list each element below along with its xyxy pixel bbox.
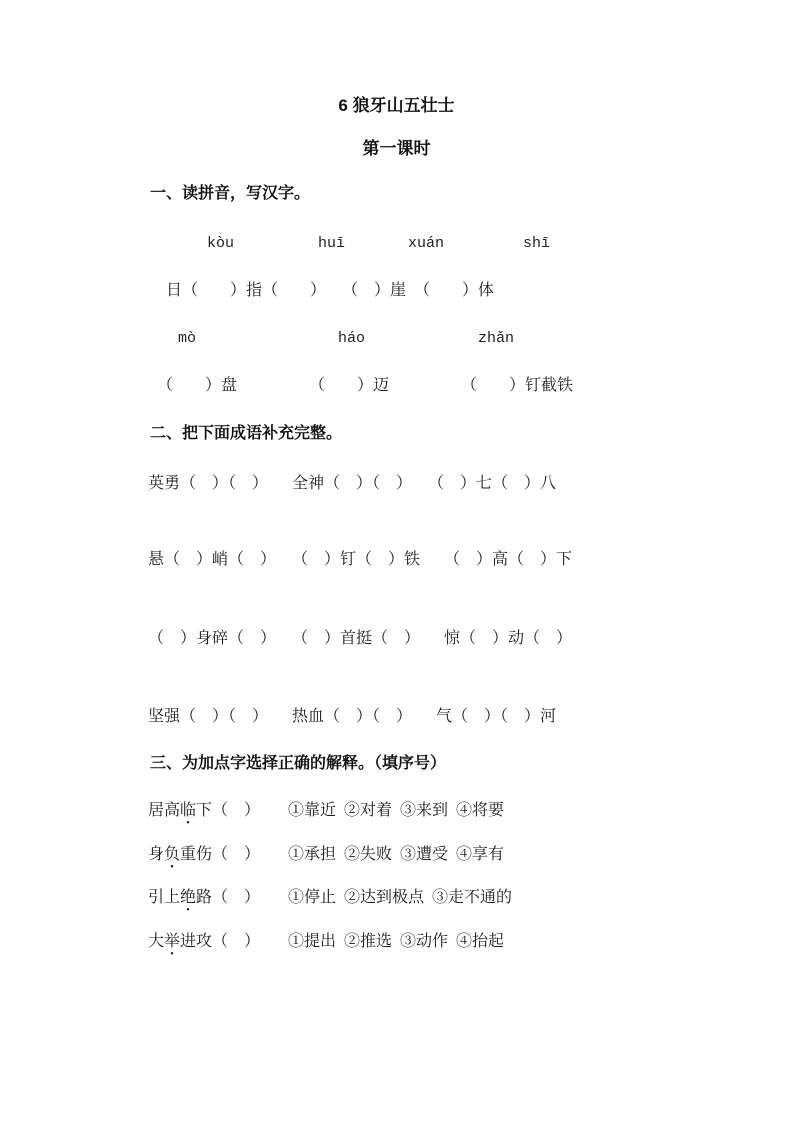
options-text: ①靠近 ②对着 ③来到 ④将要 — [288, 802, 505, 819]
section3-heading: 三、为加点字选择正确的解释。（填序号） — [150, 755, 447, 772]
dotted-char: 举 — [164, 933, 181, 950]
idiom-row-4: 坚强（ ）（ ） 热血（ ）（ ） 气（ ）（ ）河 — [148, 708, 557, 725]
pinyin-syllable: kòu — [207, 235, 235, 252]
pinyin-row-1 — [150, 234, 550, 254]
options-text: ①停止 ②达到极点 ③走不通的 — [288, 889, 513, 906]
options-text: ①承担 ②失败 ③遭受 ④享有 — [288, 846, 505, 863]
section1-heading: 一、读拼音，写汉字。 — [150, 185, 311, 202]
dotted-char: 绝 — [180, 889, 197, 906]
explanation-item-1 — [148, 801, 504, 821]
phrase-post: 重伤（ ） — [180, 846, 261, 863]
idiom-row-1: 英勇（ ）（ ） 全神（ ）（ ） （ ）七（ ）八 — [148, 475, 557, 492]
explanation-item-4 — [148, 932, 504, 952]
pinyin-syllable: háo — [338, 330, 366, 347]
phrase-pre: 居高 — [148, 802, 181, 819]
pinyin-syllable: huī — [318, 235, 346, 252]
dotted-char: 临 — [180, 802, 197, 819]
hanzi-blank-row-1: 日（ ）指（ ） （ ）崖 （ ）体 — [166, 282, 495, 299]
pinyin-syllable: xuán — [408, 235, 445, 252]
pinyin-syllable: shī — [523, 235, 551, 252]
section2-heading: 二、把下面成语补充完整。 — [150, 425, 343, 442]
lesson-subtitle: 第一课时 — [362, 139, 431, 158]
phrase-pre: 身 — [148, 846, 165, 863]
explanation-item-3 — [148, 888, 512, 908]
dotted-char: 负 — [164, 846, 181, 863]
options-text: ①提出 ②推选 ③动作 ④抬起 — [288, 933, 505, 950]
phrase-post: 下（ ） — [196, 802, 261, 819]
page-title: 6 狼牙山五壮士 — [338, 96, 455, 115]
phrase-pre: 大 — [148, 933, 165, 950]
phrase-post: 路（ ） — [196, 889, 261, 906]
pinyin-syllable: zhǎn — [478, 330, 515, 347]
idiom-row-2: 悬（ ）峭（ ） （ ）钉（ ）铁 （ ）高（ ）下 — [148, 551, 573, 568]
explanation-item-2 — [148, 845, 504, 865]
phrase-post: 进攻（ ） — [180, 933, 261, 950]
pinyin-row-2 — [150, 329, 514, 349]
hanzi-blank-row-2: （ ）盘 （ ）迈 （ ）钉截铁 — [157, 377, 574, 394]
idiom-row-3: （ ）身碎（ ） （ ）首挺（ ） 惊（ ）动（ ） — [148, 630, 573, 647]
pinyin-syllable: mò — [178, 330, 197, 347]
phrase-pre: 引上 — [148, 889, 181, 906]
